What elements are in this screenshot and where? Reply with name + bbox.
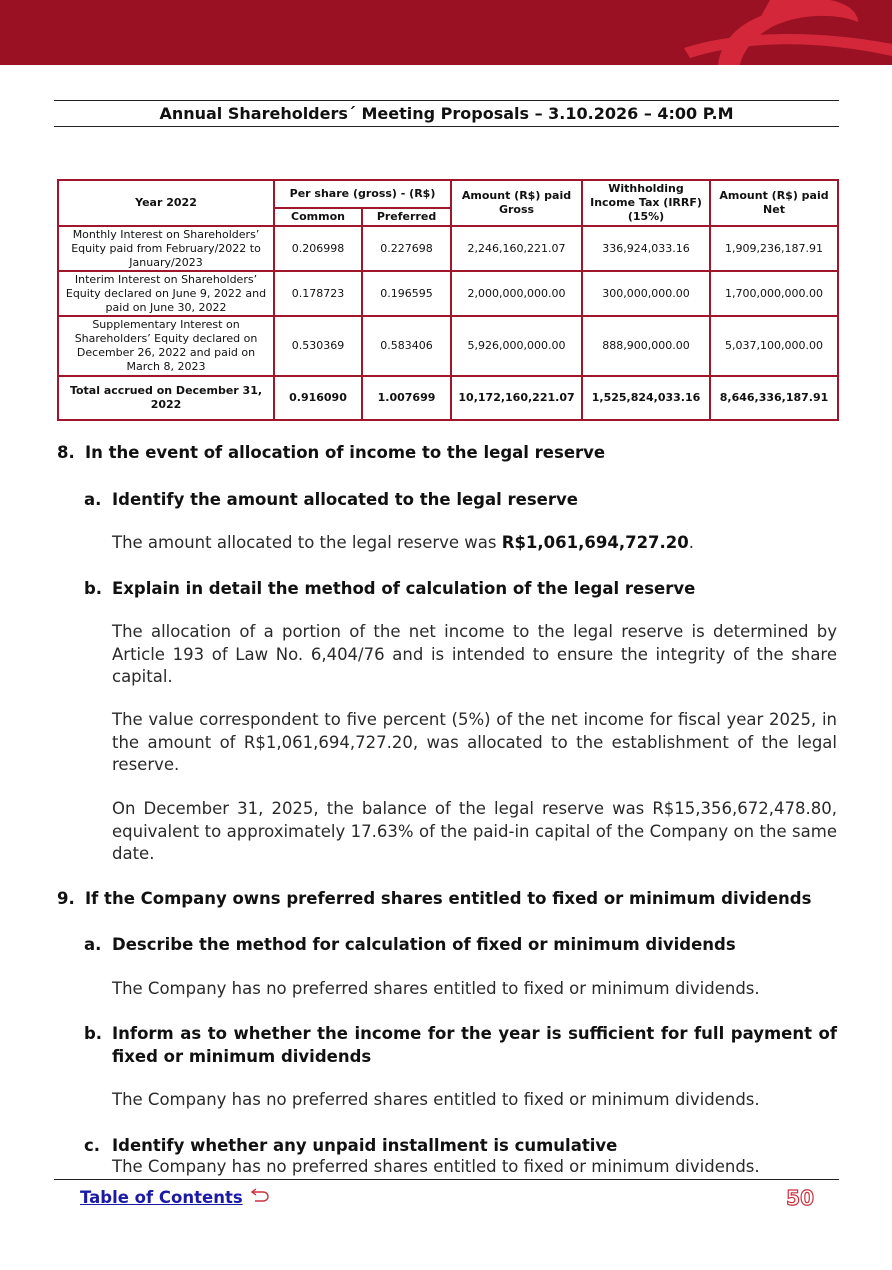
cell-preferred: 0.583406 <box>362 316 451 376</box>
cell-gross: 5,926,000,000.00 <box>451 316 582 376</box>
section-title: In the event of allocation of income to the legal reserve <box>85 443 606 462</box>
total-net: 8,646,336,187.91 <box>710 376 838 420</box>
cell-preferred: 0.227698 <box>362 226 451 271</box>
item-title: Explain in detail the method of calculation of the legal reserve <box>112 579 696 598</box>
table-row <box>58 271 838 316</box>
text-run: The amount allocated to the legal reserve was <box>112 533 502 552</box>
section-9b-heading <box>84 1022 837 1068</box>
cell-common: 0.530369 <box>274 316 362 376</box>
section-9b-text: The Company has no preferred shares entitled to fixed or minimum dividends. <box>112 1090 760 1109</box>
cell-tax: 336,924,033.16 <box>582 226 710 271</box>
row-description: Interim Interest on Shareholders’ Equity declared on June 9, 2022 and paid on June 30, 2022 <box>58 271 274 316</box>
item-title: Describe the method for calculation of fixed or minimum dividends <box>112 935 736 954</box>
cell-preferred: 0.196595 <box>362 271 451 316</box>
footer-rule <box>54 1179 839 1180</box>
section-number: 9. <box>57 889 75 908</box>
cell-net: 1,909,236,187.91 <box>710 226 838 271</box>
item-title: Identify whether any unpaid installment is cumulative <box>112 1136 618 1155</box>
cell-tax: 888,900,000.00 <box>582 316 710 376</box>
section-title: If the Company owns preferred shares entitled to fixed or minimum dividends <box>85 889 812 908</box>
total-preferred: 1.007699 <box>362 376 451 420</box>
section-9c-text: The Company has no preferred shares entitled to fixed or minimum dividends. <box>112 1157 760 1176</box>
section-9-heading <box>57 889 837 908</box>
cell-net: 5,037,100,000.00 <box>710 316 838 376</box>
cell-gross: 2,000,000,000.00 <box>451 271 582 316</box>
total-gross: 10,172,160,221.07 <box>451 376 582 420</box>
section-9a-text: The Company has no preferred shares entitled to fixed or minimum dividends. <box>112 979 760 998</box>
cell-net: 1,700,000,000.00 <box>710 271 838 316</box>
item-title: Identify the amount allocated to the legal reserve <box>112 490 578 509</box>
table-total-row <box>58 376 838 420</box>
title-rule-top <box>54 100 839 101</box>
item-letter: a. <box>84 935 102 954</box>
section-8a-text <box>112 532 837 555</box>
row-description: Monthly Interest on Shareholders’ Equity paid from February/2022 to January/2023 <box>58 226 274 271</box>
section-number: 8. <box>57 443 75 462</box>
page-title: Annual Shareholders´ Meeting Proposals – 3.10.2026 – 4:00 P.M <box>159 104 734 123</box>
col-header-tax: Withholding Income Tax (IRRF) (15%) <box>582 180 710 226</box>
col-header-per-share: Per share (gross) - (R$) <box>274 180 451 208</box>
section-8-heading <box>57 443 837 462</box>
total-tax: 1,525,824,033.16 <box>582 376 710 420</box>
page-number: 50 <box>786 1186 814 1210</box>
item-letter: c. <box>84 1136 101 1155</box>
table-row <box>58 226 838 271</box>
col-header-year: Year 2022 <box>58 180 274 226</box>
item-letter: a. <box>84 490 102 509</box>
col-header-net: Amount (R$) paid Net <box>710 180 838 226</box>
section-8b-heading <box>84 577 837 600</box>
return-arrow-icon[interactable] <box>250 1186 270 1204</box>
col-header-common: Common <box>274 208 362 226</box>
text-run: . <box>688 533 695 552</box>
legal-reserve-amount: R$1,061,694,727.20 <box>501 533 689 552</box>
total-description: Total accrued on December 31, 2022 <box>58 376 274 420</box>
cell-tax: 300,000,000.00 <box>582 271 710 316</box>
item-letter: b. <box>84 1024 103 1043</box>
brand-logo-swoosh <box>0 0 892 65</box>
table-row <box>58 316 838 376</box>
header-banner <box>0 0 892 65</box>
col-header-preferred: Preferred <box>362 208 451 226</box>
section-8a-heading <box>84 488 837 511</box>
section-8b-paragraph-1: The allocation of a portion of the net income to the legal reserve is determined by Article 193 of Law No. 6,404/76 and is intended to ensure the integrity of the share capital. <box>112 622 837 686</box>
cell-gross: 2,246,160,221.07 <box>451 226 582 271</box>
item-title: Inform as to whether the income for the year is sufficient for full payment of fixed or minimum dividends <box>112 1024 837 1066</box>
row-description: Supplementary Interest on Shareholders’ Equity declared on December 26, 2022 and paid on March 8, 2023 <box>58 316 274 376</box>
section-8b-paragraph-2: The value correspondent to five percent (5%) of the net income for fiscal year 2025, in the amount of R$1,061,694,727.20, was allocated to the establishment of the legal reserve. <box>112 710 837 774</box>
item-letter: b. <box>84 579 103 598</box>
cell-common: 0.206998 <box>274 226 362 271</box>
section-9c-heading <box>84 1134 837 1157</box>
title-rule-bottom <box>54 126 839 127</box>
section-9a-heading <box>84 933 837 956</box>
cell-common: 0.178723 <box>274 271 362 316</box>
dividends-table <box>57 179 839 421</box>
col-header-gross: Amount (R$) paid Gross <box>451 180 582 226</box>
total-common: 0.916090 <box>274 376 362 420</box>
section-8b-paragraph-3: On December 31, 2025, the balance of the legal reserve was R$15,356,672,478.80, equivalent to approximately 17.63% of the paid-in capital of the Company on the same date. <box>112 799 837 863</box>
table-of-contents-link[interactable]: Table of Contents <box>80 1188 243 1207</box>
